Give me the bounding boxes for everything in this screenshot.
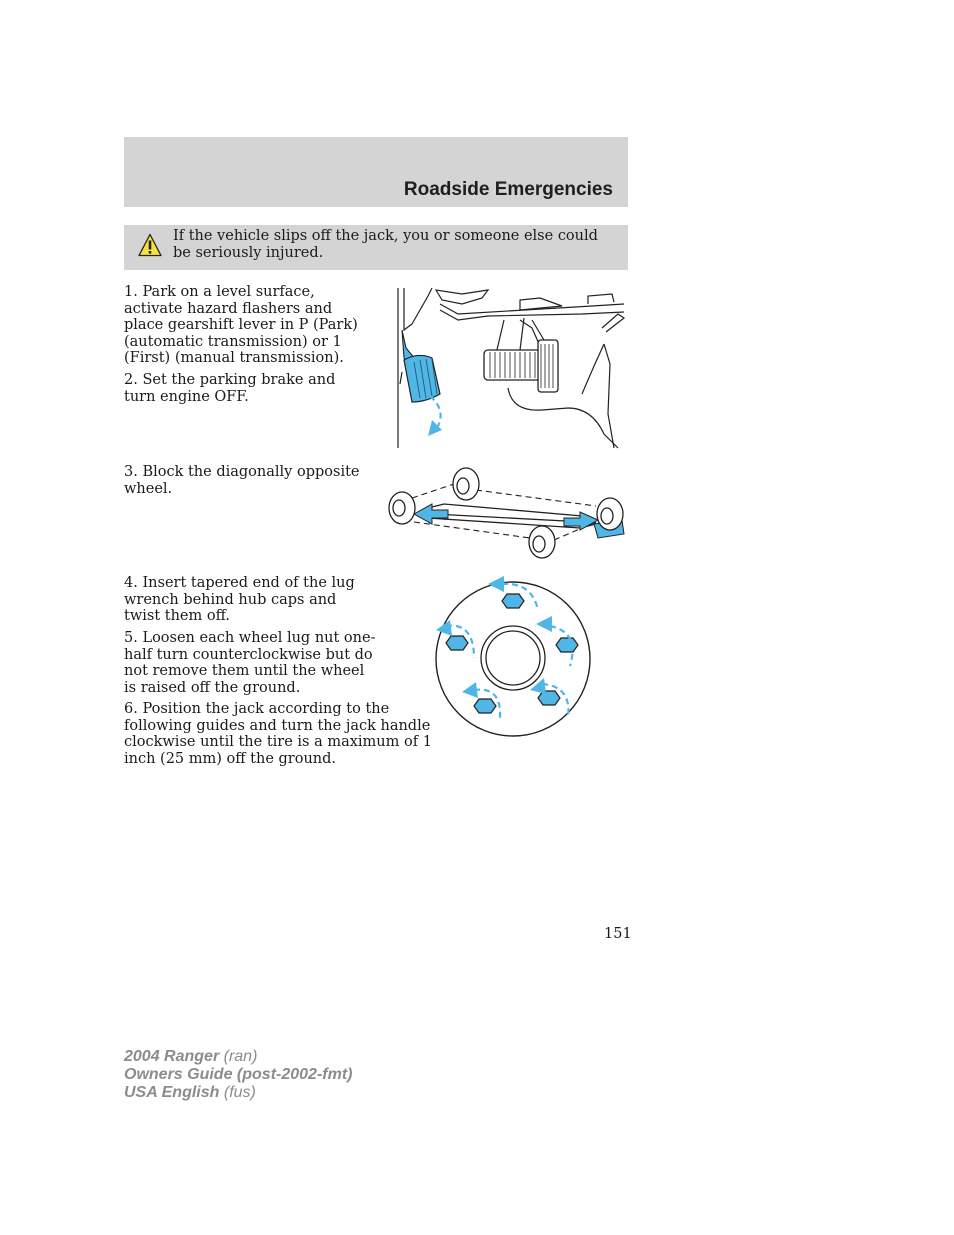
warning-text: If the vehicle slips off the jack, you or someone else could be seriously injured. [173,228,598,261]
warning-box [124,225,628,270]
document-footer [124,1048,352,1102]
step-4: 4. Insert tapered end of the lug wrench behind hub caps and twist them off. [124,575,355,624]
diagonal-wheel-block-illustration [384,464,632,564]
section-header [124,137,628,207]
parking-brake-pedal-illustration [392,284,628,450]
footer-line-2: Owners Guide (post-2002-fmt) [124,1066,353,1083]
step-1: 1. Park on a level surface, activate hazard flashers and place gearshift lever in P (Park) (automatic transmission) or 1 (First) (manual transmission). [124,284,358,366]
section-title: Roadside Emergencies [403,179,613,200]
footer-line-1: 2004 Ranger (ran) [124,1048,258,1065]
step-5: 5. Loosen each wheel lug nut one-half turn counterclockwise but do not remove them until the wheel is raised off the ground. [124,630,376,696]
footer-line-3: USA English (fus) [124,1084,256,1101]
step-3: 3. Block the diagonally opposite wheel. [124,464,360,497]
lug-nut-loosening-illustration [430,574,600,740]
page-number: 151 [604,926,632,942]
warning-triangle-icon [138,233,162,257]
step-6: 6. Position the jack according to the following guides and turn the jack handle clockwise until the tire is a maximum of 1 inch (25 mm) off the ground. [124,701,432,767]
step-2: 2. Set the parking brake and turn engine OFF. [124,372,336,405]
